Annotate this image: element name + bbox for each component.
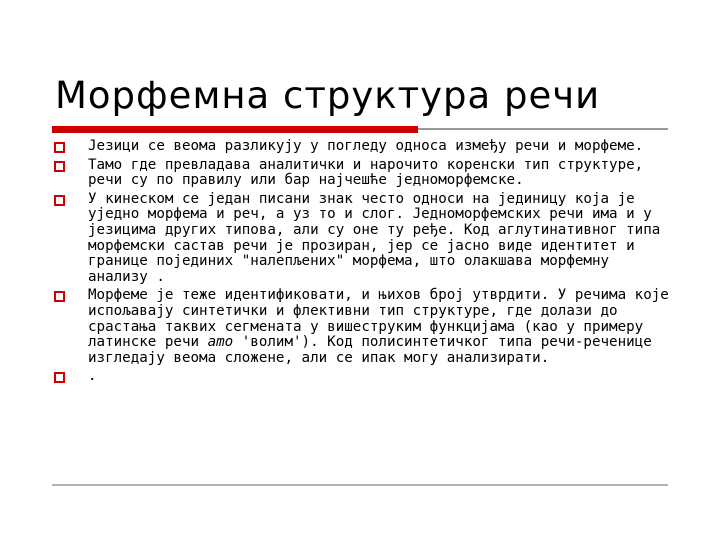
square-bullet-icon [54,372,65,383]
bullet-item [52,192,672,286]
square-bullet-icon [54,291,65,302]
bullet-item [52,158,672,189]
title-underline-gray [418,128,668,130]
slide-title: Морфемна структура речи [55,74,601,117]
title-underline-accent [52,126,418,133]
bullet-item [52,139,672,155]
bullet-text: Тамо где превладава аналитички и нарочито коренски тип структуре, речи су по правилу или бар најчешће једноморфемске. [88,156,644,189]
footer-rule [52,484,668,486]
bullet-text: У кинеском се један писани знак често односи на јединицу која је уједно морфема и реч, а уз то и слог. Једноморфемских речи има и у језицима других типова, али су оне ту ређе. Код аглутинативног типа морфемски састав речи је прозиран, јер се јасно виде идентитет и границе појединих "налепљених" морфема, што олакшава морфемну анализу . [88,190,661,285]
square-bullet-icon [54,161,65,172]
bullet-text-part: Морфеме је теже идентификовати, и њихов број утврдити. У речима које испољавају синтетички и флективни тип структуре, где долази до срастања таквих сегмената у вишеструким функцијама (као у примеру латинске речи [88,287,669,351]
square-bullet-icon [54,142,65,153]
square-bullet-icon [54,195,65,206]
bullet-list [52,139,672,388]
bullet-text: Језици се веома разликују у погледу односа између речи и морфеме. [88,138,644,154]
bullet-item [52,288,672,366]
bullet-text: . [88,368,97,385]
bullet-text-part: 'волим'). Код полисинтетичког типа речи-реченице изгледају веома сложене, али се ипак могу анализирати. [88,334,652,366]
bullet-item [52,369,672,385]
latin-example-word: amo [207,334,234,351]
